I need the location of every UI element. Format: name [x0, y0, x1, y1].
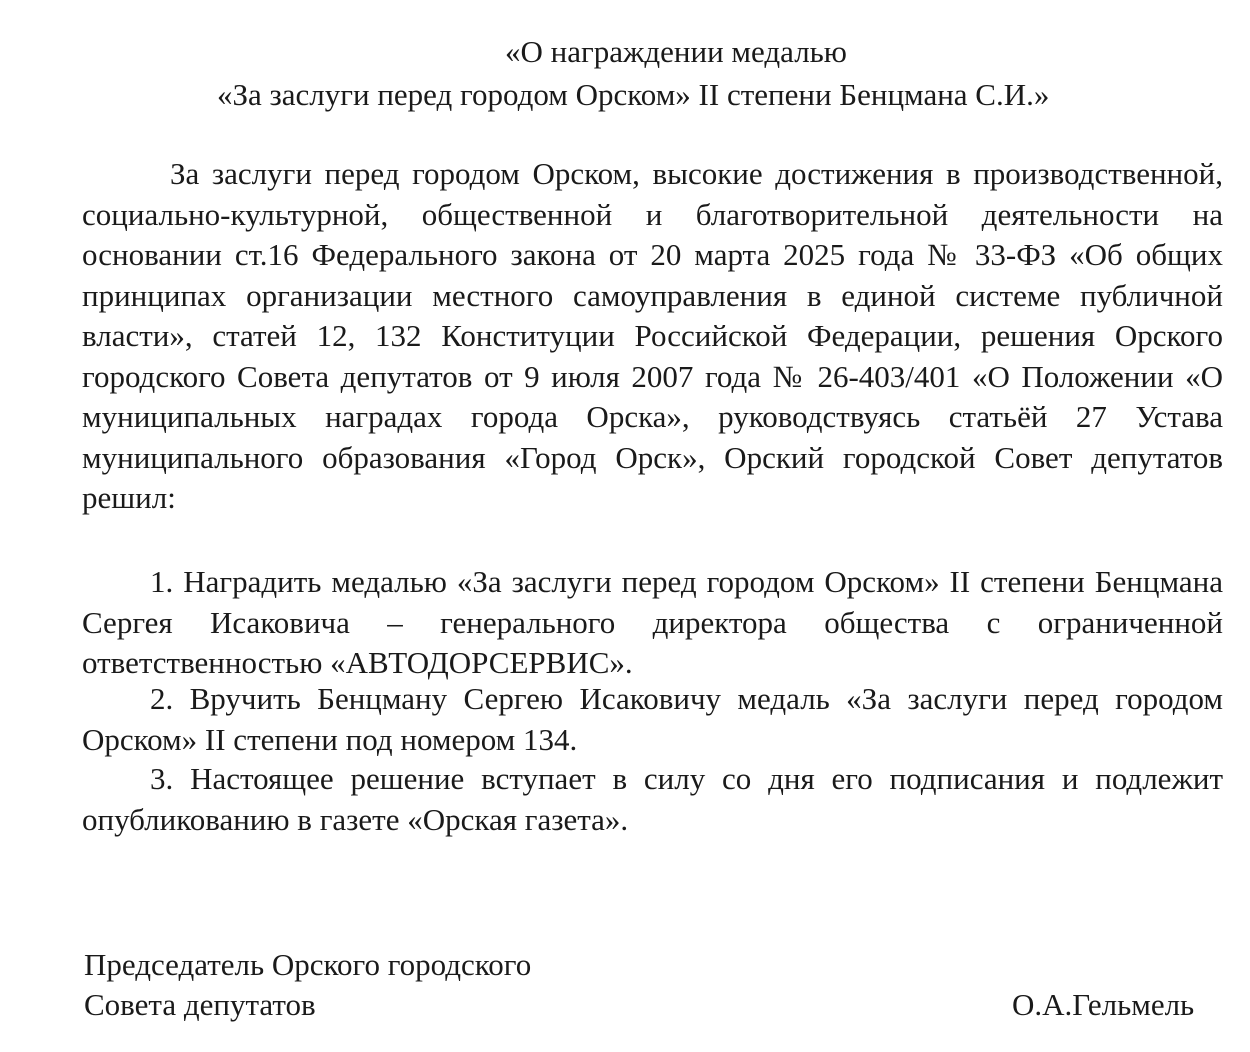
signatory-name: О.А.Гельмель [1012, 987, 1195, 1022]
decision-item-2: 2. Вручить Бенцману Сергею Исаковичу медаль «За заслуги перед городом Орском» II степени под номером 134. [82, 681, 1223, 757]
document-title-line-1: «О награждении медалью [505, 34, 847, 69]
document-title-line-2: «За заслуги перед городом Орском» II степени Бенцмана С.И.» [217, 77, 1050, 112]
signatory-position-line-2: Совета депутатов [84, 987, 316, 1022]
main-paragraph: За заслуги перед городом Орском, высокие достижения в производственной, социально-культурной, общественной и благотворительной деятельности на основании ст.16 Федерального закона от 20 марта 2025 года № 33-ФЗ «Об общих принципах организации местного самоуправления в единой системе публичной власти», статей 12, 132 Конституции Российской Федерации, решения Орского городского Совета депутатов от 9 июля 2007 года № 26-403/401 «О Положении «О муниципальных наградах города Орска», руководствуясь статьёй 27 Устава муниципального образования «Город Орск», Орский городской Совет депутатов решил: [82, 156, 1223, 515]
signatory-position-line-1: Председатель Орского городского [84, 947, 532, 982]
decision-item-1: 1. Наградить медалью «За заслуги перед городом Орском» II степени Бенцмана Сергея Исаковича – генерального директора общества с ограниченной ответственностью «АВТОДОРСЕРВИС». [82, 564, 1223, 680]
decision-item-3: 3. Настоящее решение вступает в силу со дня его подписания и подлежит опубликованию в газете «Орская газета». [82, 761, 1223, 837]
